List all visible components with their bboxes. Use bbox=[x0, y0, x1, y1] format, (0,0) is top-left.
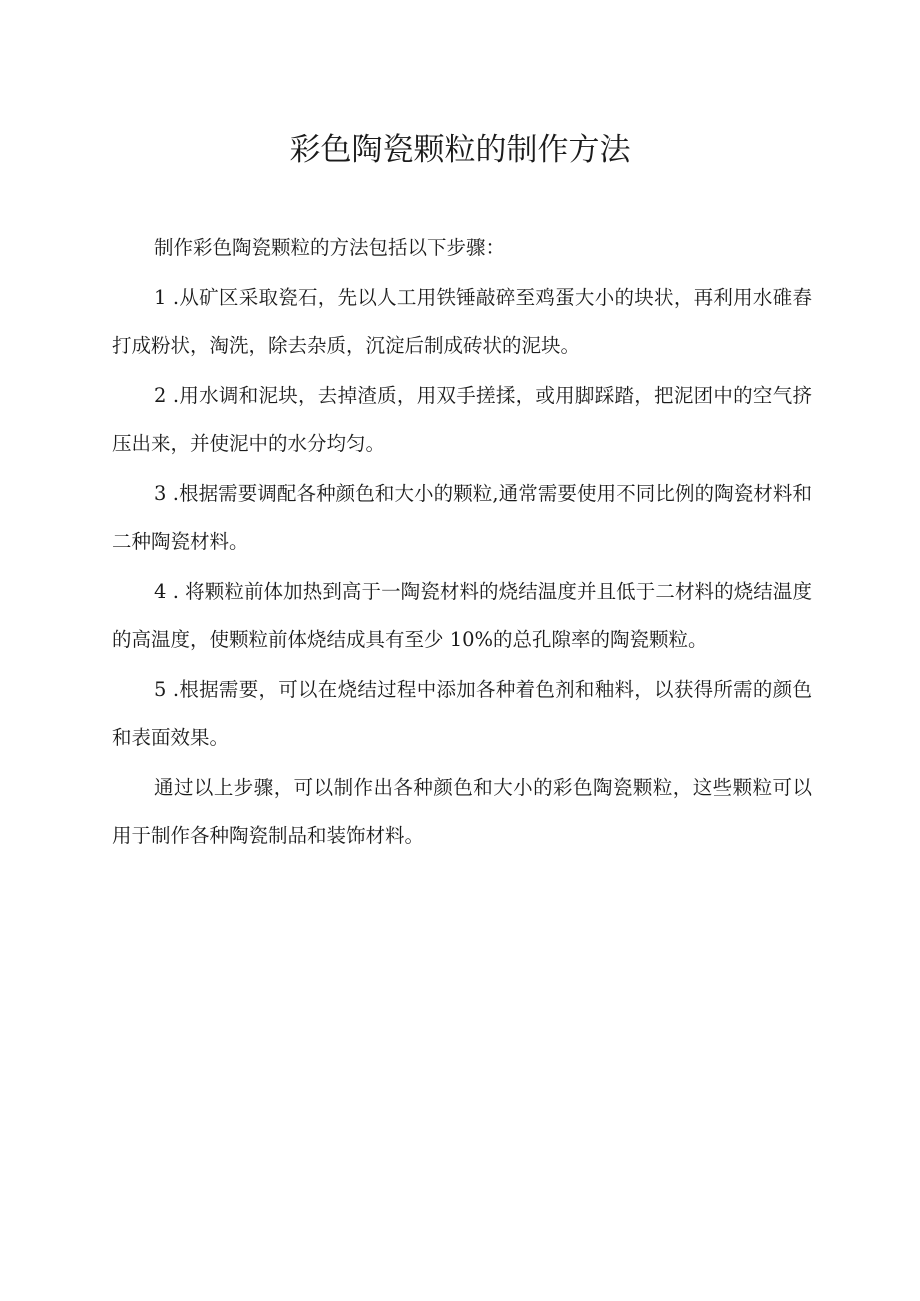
step-5-paragraph: 5 .根据需要，可以在烧结过程中添加各种着色剂和釉料，以获得所需的颜色和表面效果。 bbox=[112, 678, 812, 749]
step-3-paragraph: 3 .根据需要调配各种颜色和大小的颗粒,通常需要使用不同比例的陶瓷材料和二种陶瓷材料。 bbox=[112, 482, 812, 553]
document-title: 彩色陶瓷颗粒的制作方法 bbox=[289, 132, 631, 168]
step-2-paragraph: 2 .用水调和泥块，去掉渣质，用双手搓揉，或用脚踩踏，把泥团中的空气挤压出来，并使泥中的水分均匀。 bbox=[112, 384, 812, 455]
step-1-paragraph: 1 .从矿区采取瓷石，先以人工用铁锤敲碎至鸡蛋大小的块状，再利用水碓舂打成粉状，淘洗，除去杂质，沉淀后制成砖状的泥块。 bbox=[112, 286, 812, 357]
step-4-paragraph: 4 . 将颗粒前体加热到高于一陶瓷材料的烧结温度并且低于二材料的烧结温度的高温度，使颗粒前体烧结成具有至少 10%的总孔隙率的陶瓷颗粒。 bbox=[112, 580, 812, 651]
document-body bbox=[112, 224, 812, 862]
conclusion-paragraph: 通过以上步骤，可以制作出各种颜色和大小的彩色陶瓷颗粒，这些颗粒可以用于制作各种陶瓷制品和装饰材料。 bbox=[112, 776, 812, 847]
intro-paragraph: 制作彩色陶瓷颗粒的方法包括以下步骤： bbox=[154, 236, 506, 259]
